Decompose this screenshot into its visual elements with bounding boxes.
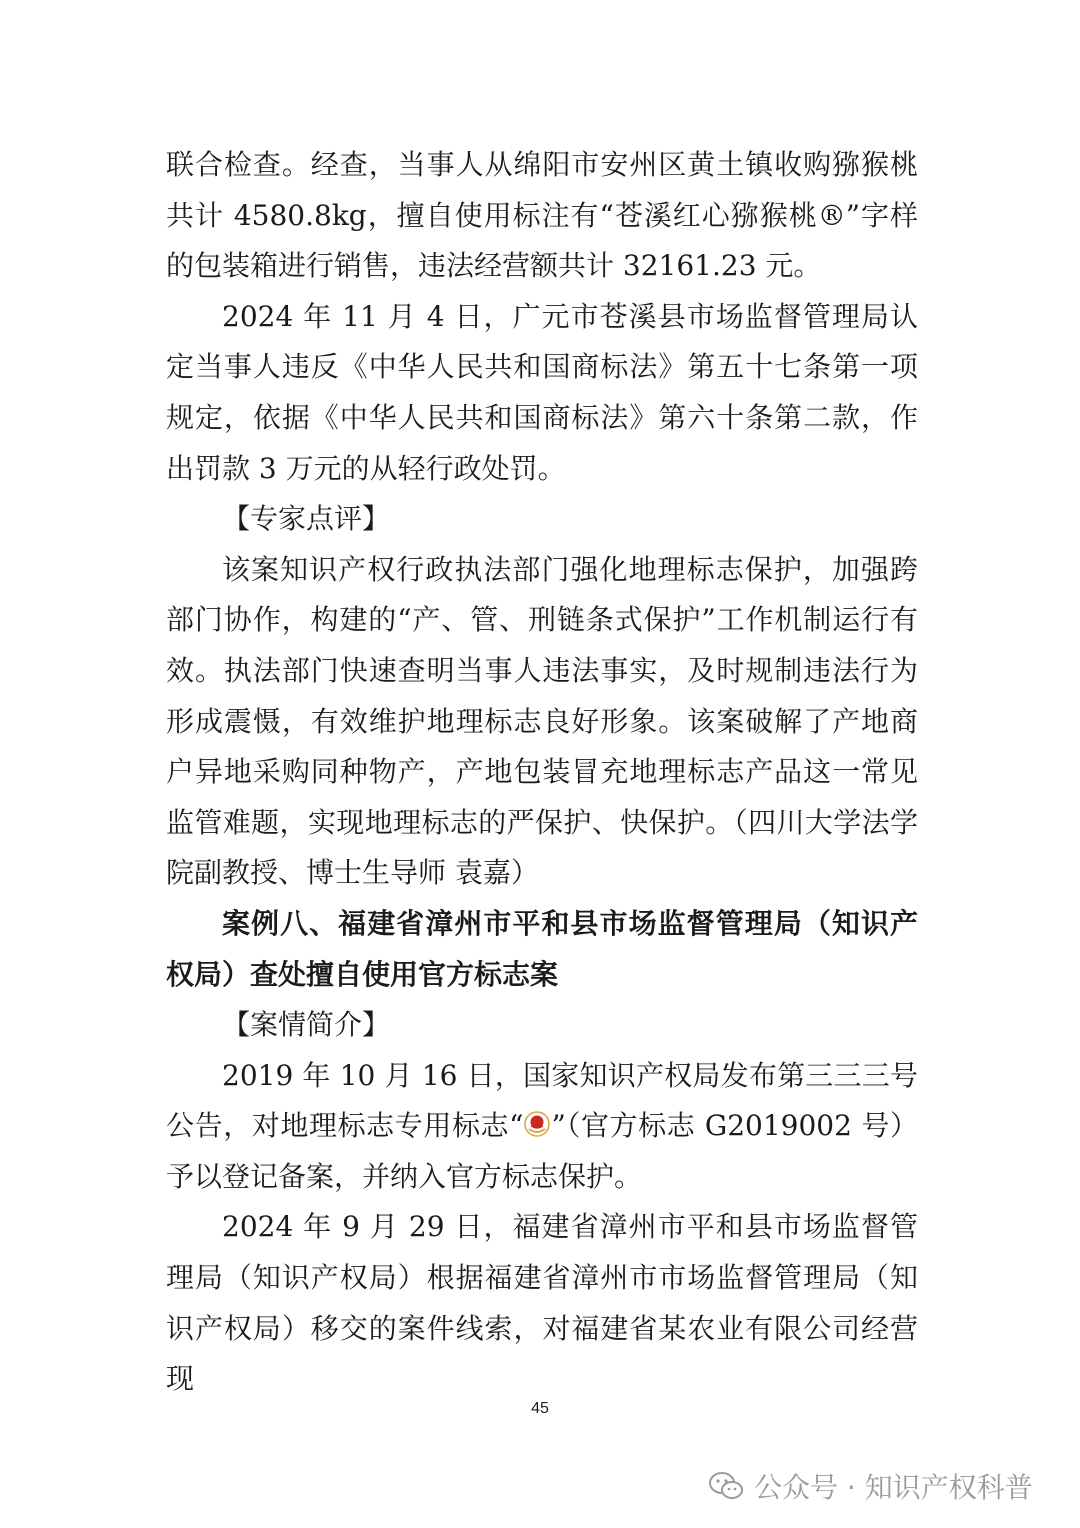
- watermark-text: 公众号 · 知识产权科普: [754, 1471, 1033, 1504]
- page-number: 45: [531, 1400, 549, 1417]
- wechat-icon: [708, 1471, 744, 1501]
- announcement-text-before: 2019 年 10 月 16 日，国家知识产权局发布第三三三号公告，对地理标志专用标志“: [166, 1058, 918, 1143]
- watermark: [708, 1462, 1033, 1510]
- section-heading-expert-review: 【专家点评】: [222, 502, 391, 536]
- paragraph-expert-review: 该案知识产权行政执法部门强化地理标志保护，加强跨部门协作，构建的“产、管、刑链条式保护”工作机制运行有效。执法部门快速查明当事人违法事实，及时规制违法行为形成震慑，有效维护地理标志良好形象。该案破解了产地商户异地采购同种物产，产地包装冒充地理标志产品这一常见监管难题，实现地理标志的严保护、快保护。（四川大学法学院副教授、博士生导师 袁嘉）: [166, 552, 918, 890]
- paragraph-case-start: 2024 年 9 月 29 日，福建省漳州市平和县市场监督管理局（知识产权局）根据福建省漳州市市场监督管理局（知识产权局）移交的案件线索，对福建省某农业有限公司经营现: [166, 1210, 918, 1396]
- body-text: [166, 140, 918, 1405]
- section-heading-case-summary: 【案情简介】: [222, 1008, 391, 1042]
- paragraph-continued: 联合检查。经查，当事人从绵阳市安州区黄土镇收购猕猴桃共计 4580.8kg，擅自使用标注有“苍溪红心猕猴桃®”字样的包装箱进行销售，违法经营额共计 32161.23 元。: [166, 148, 918, 283]
- announcement-text-after: ”（官方标志 G2019002 号）予以登记备案，并纳入官方标志保护。: [166, 1109, 918, 1193]
- case-title: 案例八、福建省漳州市平和县市场监督管理局（知识产权局）查处擅自使用官方标志案: [166, 906, 918, 991]
- geographical-indication-seal-icon: [524, 1111, 550, 1137]
- paragraph-penalty: 2024 年 11 月 4 日，广元市苍溪县市场监督管理局认定当事人违反《中华人民共和国商标法》第五十七条第一项规定，依据《中华人民共和国商标法》第六十条第二款，作出罚款 3 万元的从轻行政处罚。: [166, 299, 918, 485]
- paragraph-announcement: [166, 1051, 918, 1203]
